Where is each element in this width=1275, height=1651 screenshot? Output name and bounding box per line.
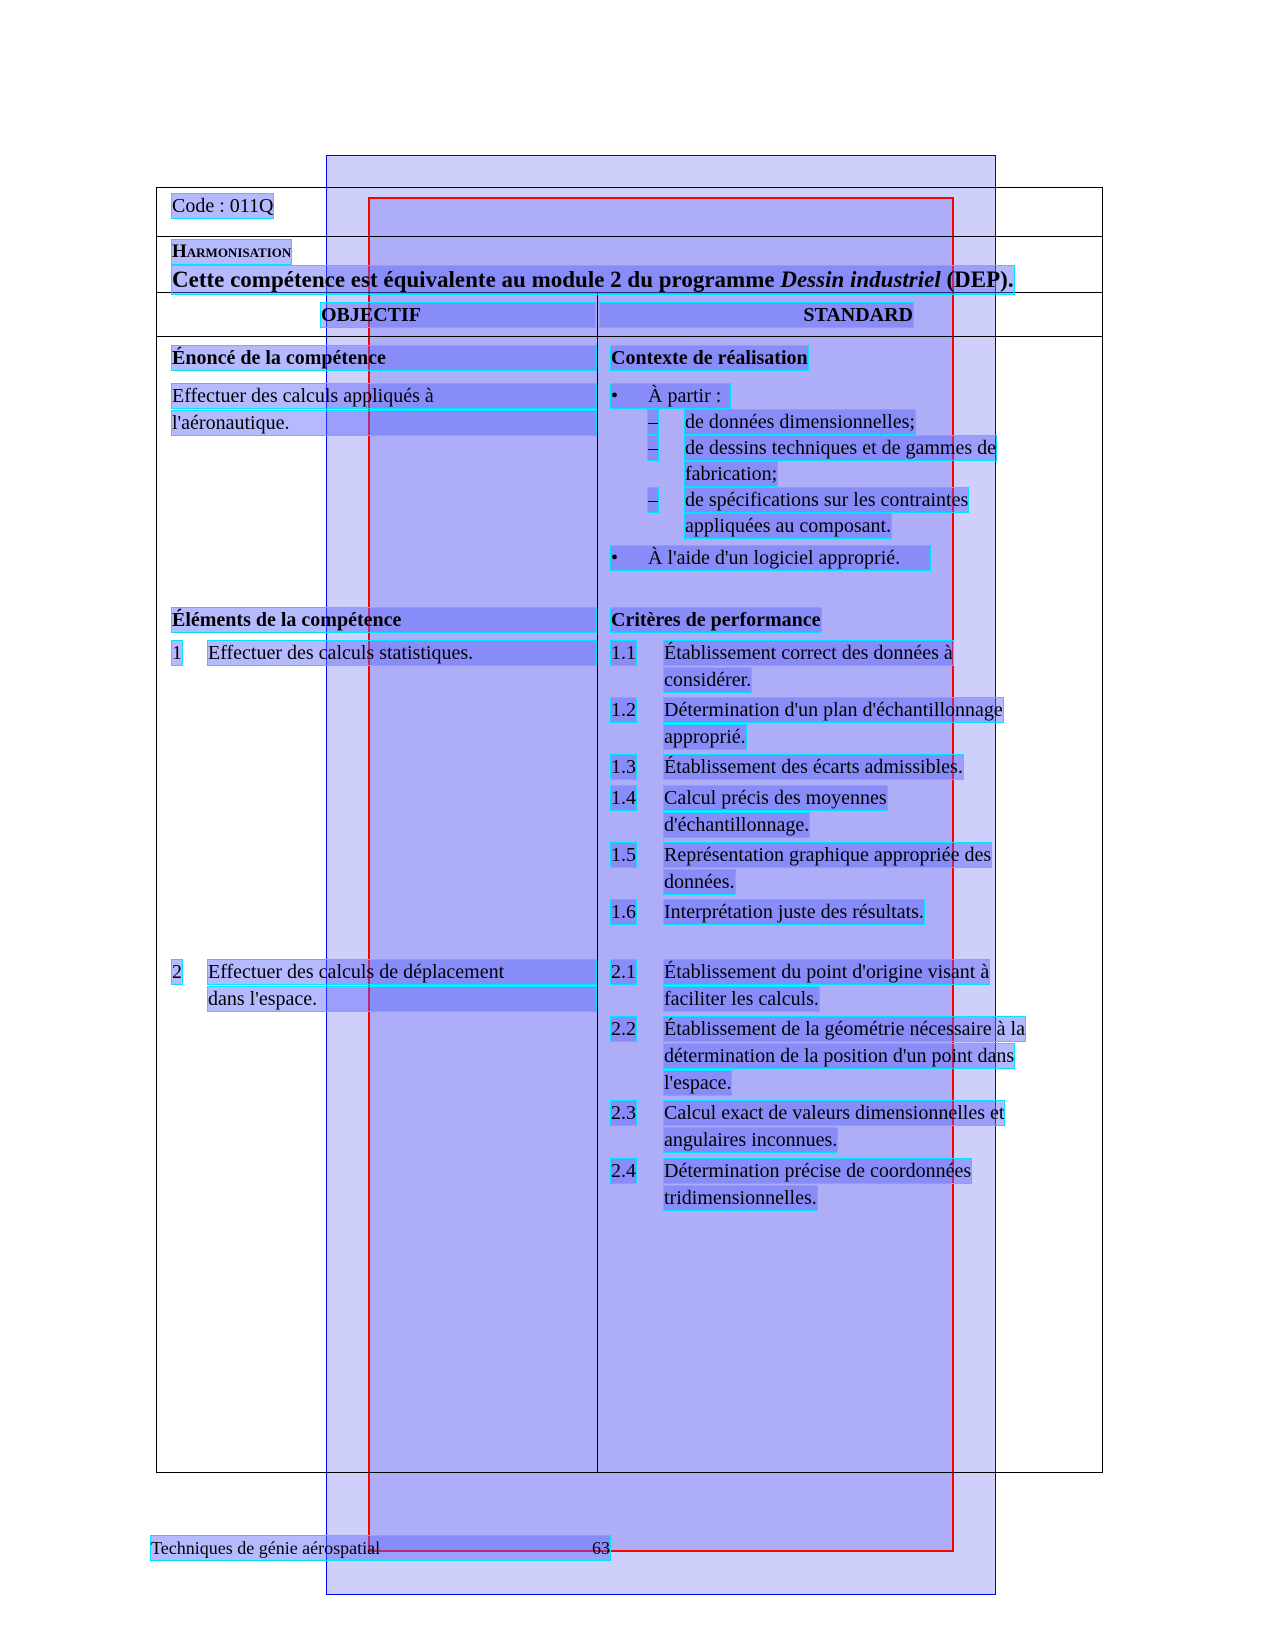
- footer-program: Techniques de génie aérospatial 63: [151, 1538, 610, 1558]
- element-line: dans l'espace.: [208, 987, 596, 1011]
- critere-line: Calcul exact de valeurs dimensionnelles et: [664, 1102, 1005, 1124]
- critere-line: faciliter les calculs.: [664, 988, 819, 1010]
- critere-line: Établissement de la géométrie nécessaire à la: [664, 1018, 1025, 1040]
- critere-line: Représentation graphique appropriée des: [664, 844, 992, 866]
- contexte-dash-line: de données dimensionnelles;: [685, 411, 915, 433]
- element-line: Effectuer des calculs statistiques.: [208, 641, 596, 665]
- column-header-standard: STANDARD: [600, 303, 913, 327]
- bullet-icon: •: [611, 547, 619, 569]
- element-number: 2: [172, 961, 182, 983]
- critere-line: angulaires inconnues.: [664, 1129, 838, 1151]
- contexte-dash-line: de spécifications sur les contraintes: [685, 489, 969, 511]
- contexte-dash-line: de dessins techniques et de gammes de: [685, 437, 997, 459]
- critere-number: 1.1: [611, 642, 636, 664]
- dash-icon: –: [648, 489, 658, 511]
- critere-number: 2.1: [611, 961, 636, 983]
- critere-number: 1.2: [611, 699, 636, 721]
- dash-icon: –: [648, 411, 658, 433]
- critere-line: considérer.: [664, 669, 752, 691]
- critere-line: Détermination d'un plan d'échantillonnage: [664, 699, 1003, 721]
- contexte-dash-line: fabrication;: [685, 463, 778, 485]
- bullet-icon: •: [611, 385, 619, 407]
- critere-number: 1.5: [611, 844, 636, 866]
- element-line: Effectuer des calculs de déplacement: [208, 960, 596, 984]
- enonce-heading: Énoncé de la compétence: [172, 346, 596, 370]
- divider-line: [156, 336, 1103, 337]
- harmonisation-heading: Harmonisation: [172, 241, 292, 262]
- critere-line: détermination de la position d'un point dans: [664, 1045, 1015, 1067]
- critere-line: d'échantillonnage.: [664, 814, 810, 836]
- critere-number: 2.2: [611, 1018, 636, 1040]
- contexte-dash-line: appliquées au composant.: [685, 515, 892, 537]
- critere-line: Détermination précise de coordonnées: [664, 1160, 972, 1182]
- column-divider: [597, 292, 598, 1473]
- page-number: 63: [592, 1538, 610, 1558]
- contexte-bullet-software: • À l'aide d'un logiciel approprié.: [611, 546, 930, 570]
- enonce-line: l'aéronautique.: [172, 411, 596, 435]
- dash-icon: –: [648, 437, 658, 459]
- critere-line: Établissement du point d'origine visant à: [664, 961, 990, 983]
- critere-line: approprié.: [664, 726, 746, 748]
- critere-line: Interprétation juste des résultats.: [664, 901, 924, 923]
- critere-number: 2.3: [611, 1102, 636, 1124]
- critere-line: Calcul précis des moyennes: [664, 787, 887, 809]
- critere-number: 1.4: [611, 787, 636, 809]
- critere-line: Établissement des écarts admissibles.: [664, 756, 963, 778]
- critere-line: tridimensionnelles.: [664, 1187, 817, 1209]
- divider-line: [156, 236, 1103, 237]
- critere-line: Établissement correct des données à: [664, 642, 953, 664]
- elements-heading: Éléments de la compétence: [172, 608, 596, 632]
- competence-code: Code : 011Q: [172, 195, 274, 217]
- criteres-heading: Critères de performance: [611, 609, 821, 631]
- competence-table-frame: [156, 187, 1103, 1473]
- harmonisation-text: Cette compétence est équivalente au module 2 du programme Dessin industriel (DEP).: [172, 267, 1014, 292]
- critere-number: 1.6: [611, 901, 636, 923]
- column-header-objectif: OBJECTIF: [321, 303, 595, 327]
- critere-number: 2.4: [611, 1160, 636, 1182]
- critere-line: l'espace.: [664, 1072, 732, 1094]
- contexte-bullet-from: • À partir :: [611, 384, 730, 408]
- critere-number: 1.3: [611, 756, 636, 778]
- contexte-heading: Contexte de réalisation: [611, 347, 808, 369]
- element-number: 1: [172, 642, 182, 664]
- critere-line: données.: [664, 871, 735, 893]
- enonce-line: Effectuer des calculs appliqués à: [172, 384, 596, 408]
- program-name: Dessin industriel: [780, 267, 941, 292]
